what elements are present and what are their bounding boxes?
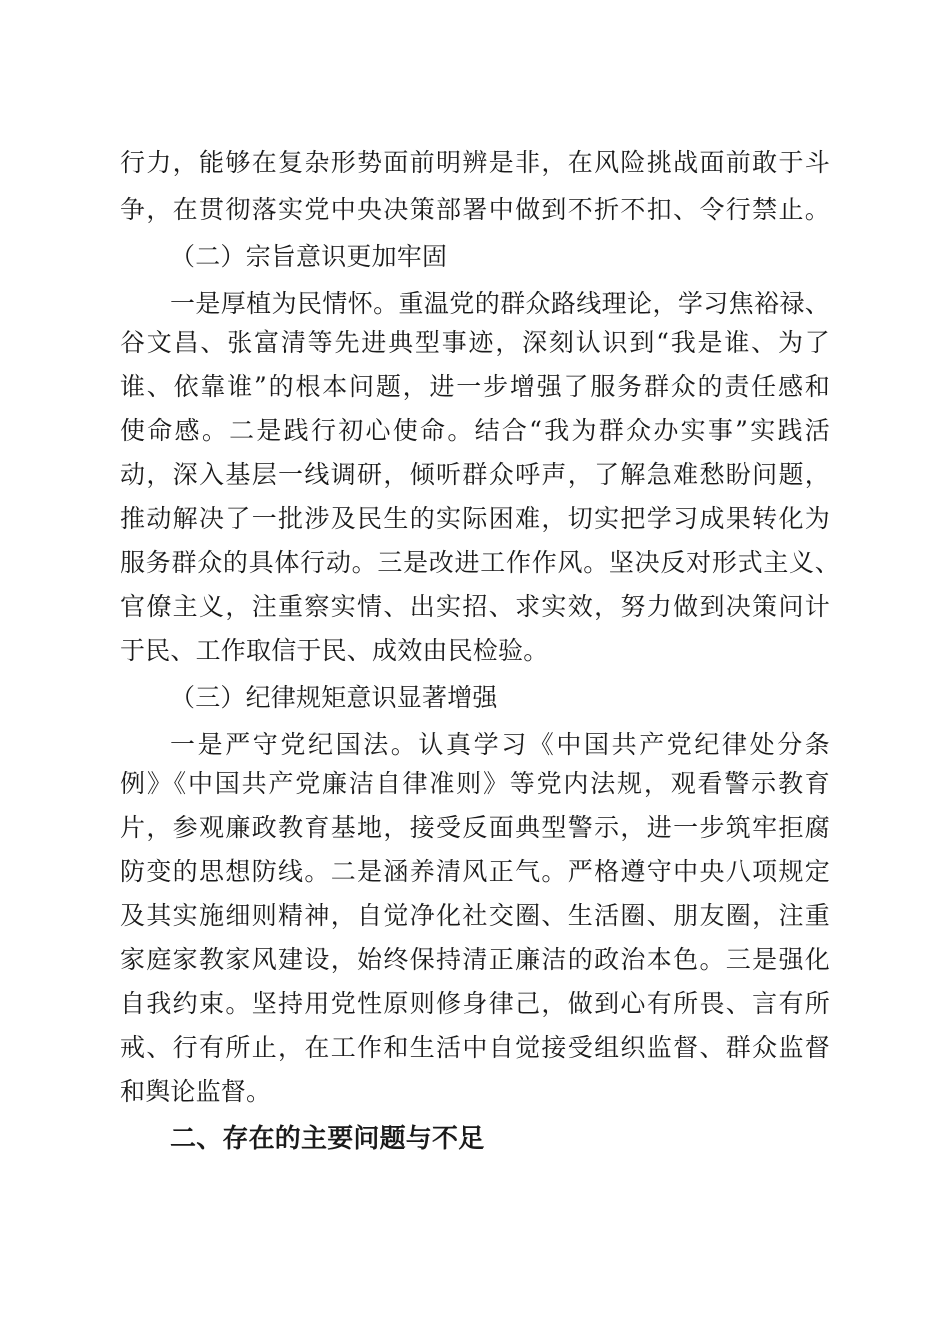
body-text-line: 谷文昌、张富清等先进典型事迹，深刻认识到“我是谁、为了 (120, 328, 830, 357)
body-text-line: 自我约束。坚持用党性原则修身律己，做到心有所畏、言有所 (120, 989, 830, 1018)
body-text-line: 戒、行有所止，在工作和生活中自觉接受组织监督、群众监督 (120, 1033, 830, 1062)
body-text-line: 谁、依靠谁”的根本问题，进一步增强了服务群众的责任感和 (120, 372, 830, 401)
body-text-line: 动，深入基层一线调研，倾听群众呼声，了解急难愁盼问题， (120, 460, 830, 489)
body-text-line: 使命感。二是践行初心使命。结合“我为群众办实事”实践活 (120, 416, 830, 445)
body-text-line: 防变的思想防线。二是涵养清风正气。严格遵守中央八项规定 (120, 857, 830, 886)
body-text-line: 官僚主义，注重察实情、出实招、求实效，努力做到决策问计 (120, 592, 830, 621)
body-text-line: 服务群众的具体行动。三是改进工作作风。坚决反对形式主义、 (120, 548, 840, 577)
subsection-heading-2: （二）宗旨意识更加牢固 (170, 242, 448, 271)
body-text-line: 推动解决了一批涉及民生的实际困难，切实把学习成果转化为 (120, 504, 830, 533)
subsection-heading-3: （三）纪律规矩意识显著增强 (170, 683, 498, 712)
body-text-line: 一是严守党纪国法。认真学习《中国共产党纪律处分条 (170, 730, 830, 759)
body-text-line: 争，在贯彻落实党中央决策部署中做到不折不扣、令行禁止。 (120, 195, 830, 224)
section-heading: 二、存在的主要问题与不足 (170, 1124, 485, 1154)
body-text-line: 行力，能够在复杂形势面前明辨是非，在风险挑战面前敢于斗 (120, 148, 830, 177)
body-text-line: 一是厚植为民情怀。重温党的群众路线理论，学习焦裕禄、 (170, 289, 830, 318)
body-text-line: 于民、工作取信于民、成效由民检验。 (120, 636, 549, 665)
body-text-line: 片，参观廉政教育基地，接受反面典型警示，进一步筑牢拒腐 (120, 813, 830, 842)
body-text-line: 例》《中国共产党廉洁自律准则》等党内法规，观看警示教育 (120, 769, 830, 798)
body-text-line: 及其实施细则精神，自觉净化社交圈、生活圈、朋友圈，注重 (120, 901, 830, 930)
body-text-line: 家庭家教家风建设，始终保持清正廉洁的政治本色。三是强化 (120, 945, 830, 974)
body-text-line: 和舆论监督。 (120, 1077, 272, 1106)
